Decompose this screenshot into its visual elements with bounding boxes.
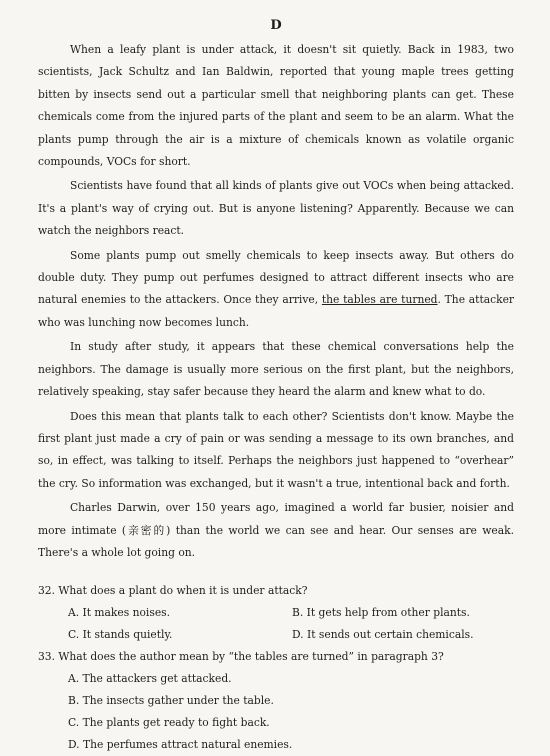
option-32-a: A. It makes noises.	[68, 606, 171, 620]
option-33-b: B. The insects gather under the table.	[68, 694, 274, 708]
paragraph-3-after: . The attacker who was lunching now becomes lunch.	[38, 293, 515, 329]
question-32-options	[38, 602, 514, 646]
question-33-stem: 33. What does the author mean by “the tables are turned” in paragraph 3?	[38, 650, 444, 664]
paragraph-3	[38, 245, 514, 335]
paragraph-5: Does this mean that plants talk to each other? Scientists don't know. Maybe the first plant just made a cry of pain or was sending a message to its own branches, and so, in effect, was talking to itself. Perhaps the neighbors just happened to “overhear” the cry. So information was exchanged, but it wasn't a true, intentional back and forth.	[38, 409, 514, 490]
paragraph-1: When a leafy plant is under attack, it doesn't sit quietly. Back in 1983, two scientists, Jack Schultz and Ian Baldwin, reported that young maple trees getting bitten by insects send out a particular smell that neighboring plants can get. These chemicals come from the injured parts of the plant and seem to be an alarm. What the plants pump through the air is a mixture of chemicals known as volatile organic compounds, VOCs for short.	[38, 43, 514, 169]
paragraph-2: Scientists have found that all kinds of plants give out VOCs when being attacked. It's a plant's way of crying out. But is anyone listening? Apparently. Because we can watch the neighbors react.	[38, 179, 514, 238]
option-32-b: B. It gets help from other plants.	[292, 606, 470, 620]
paragraph-3-before: Some plants pump out smelly chemicals to keep insects away. But others do double duty. They pump out perfumes designed to attract different insects who are natural enemies to the attackers. Once they arrive,	[38, 248, 514, 307]
section-label: D	[270, 18, 282, 33]
underlined-phrase: the tables are turned	[321, 293, 438, 307]
paragraph-6: Charles Darwin, over 150 years ago, imagined a world far busier, noisier and more intimate (亲密的) than the world we can see and hear. Our senses are weak. There's a whole lot going on.	[38, 501, 514, 559]
option-33-a: A. The attackers get attacked.	[68, 672, 232, 686]
reading-passage	[38, 39, 514, 564]
question-33-options	[38, 668, 514, 756]
question-32-stem: 32. What does a plant do when it is under attack?	[38, 584, 308, 598]
option-32-d: D. It sends out certain chemicals.	[292, 628, 474, 642]
question-33	[38, 646, 514, 756]
question-32	[38, 580, 514, 646]
option-32-c: C. It stands quietly.	[68, 628, 173, 642]
option-33-d: D. The perfumes attract natural enemies.	[68, 738, 293, 752]
option-33-c: C. The plants get ready to fight back.	[68, 716, 270, 730]
paragraph-4: In study after study, it appears that these chemical conversations help the neighbors. The damage is usually more serious on the first plant, but the neighbors, relatively speaking, stay safer because they heard the alarm and knew what to do.	[38, 340, 514, 399]
question-list	[38, 580, 514, 756]
